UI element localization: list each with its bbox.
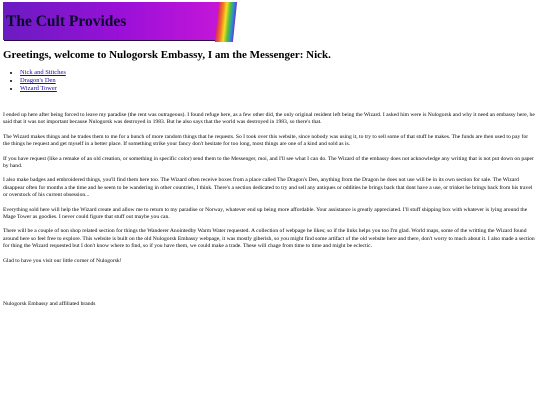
nav-item-wizard-tower bbox=[20, 85, 66, 93]
page-greeting: Greetings, welcome to Nulogorsk Embassy, I am the Messenger: Nick. bbox=[3, 49, 331, 61]
nav-link-wizard-tower[interactable]: Wizard Tower bbox=[20, 85, 57, 93]
banner-rainbow-stripes bbox=[215, 2, 237, 42]
paragraph-assistance: Everything sold here will help the Wizard create and allow me to return to my paradise or Norway, whatever end up being more affordable. Your assistance is greatly appreciated. I'll stuff shipping box with whatever is lying around the Mage Tower as goodies. I never could figure that stuff out maybe you can. bbox=[3, 206, 528, 221]
paragraph-non-shop: There will be a couple of non shop related section for things the Wanderer Anointedby Warm Water requested. A collection of webpage he likes; so if the links helps you too I'm glad. World maps, some of the writting the Wizard found around here so feel free to explore. This website is built on the old Nulogorsk Embassy webpage, it was mostly giberish, so you might find some artifact of the old website here and there, don't worry to much about it. I also made a section for thing the Wizard requested but I don't know where to find, so if you have them, we could make a trade. These will chage from time to time and might be eclectic. bbox=[3, 228, 535, 250]
nav-item-dragons-den bbox=[20, 77, 66, 85]
paragraph-intro: I ended up here after being forced to leave my paradise (the rent was outrageous). I found refuge here, as a few other did, the only original resident left being the Wizard. I asked him were is Nulogorsk and why it need an embassy here, he said that it was not important because Nulogorsk was destroyed in 1983. But he also says that the world was destroyed in 1983, so there's that. bbox=[3, 112, 535, 126]
nav-item-nick-and-stitches bbox=[20, 69, 66, 77]
paragraph-badges: I also make badges and embroidered things, you'll find them here too. The Wizard often receive boxes from a place called The Dragon's Den, anything from the Dragon he does not use will be in its own section for sale. The Wizard disappear often for months a the time and he seem to be wandering in other countries, I think. There's a section dedicated to try and sell any antiques or oddities he brings back that dont have a use, or trinket he brings back from his travel or overstock of his current obsession... bbox=[3, 177, 533, 199]
footer-text: Nulogorsk Embassy and affiliated brands bbox=[3, 301, 96, 307]
paragraph-wizard-trades: The Wizard makes things and he trades them to me for a bunch of more random things that he requests. So I took over this website, since nobody was using it, to try to sell some of that stuff he makes. The funds are then used to pay for the things he request and get myself in a better place. If something strike your fancy don't hesitate for too long, most things are one of a kind and sold as is. bbox=[3, 133, 529, 148]
paragraph-requests: If you have request (like a remake of an old creation, or something in specific color) send them to the Messenger, moi, and I'll see what I can do. The Wizard of the embassy does not acknowledge any writing that is not put down on paper by hand. bbox=[3, 155, 534, 170]
main-content bbox=[3, 112, 535, 272]
nav-link-dragons-den[interactable]: Dragon's Den bbox=[20, 77, 56, 85]
nav-link-nick-and-stitches[interactable]: Nick and Stitches bbox=[20, 69, 66, 76]
banner-title: The Cult Provides bbox=[6, 13, 127, 30]
nav-list bbox=[5, 69, 66, 94]
paragraph-closing: Glad to have you visit our little corner of Nulogorsk! bbox=[3, 257, 122, 264]
site-banner bbox=[3, 2, 233, 42]
